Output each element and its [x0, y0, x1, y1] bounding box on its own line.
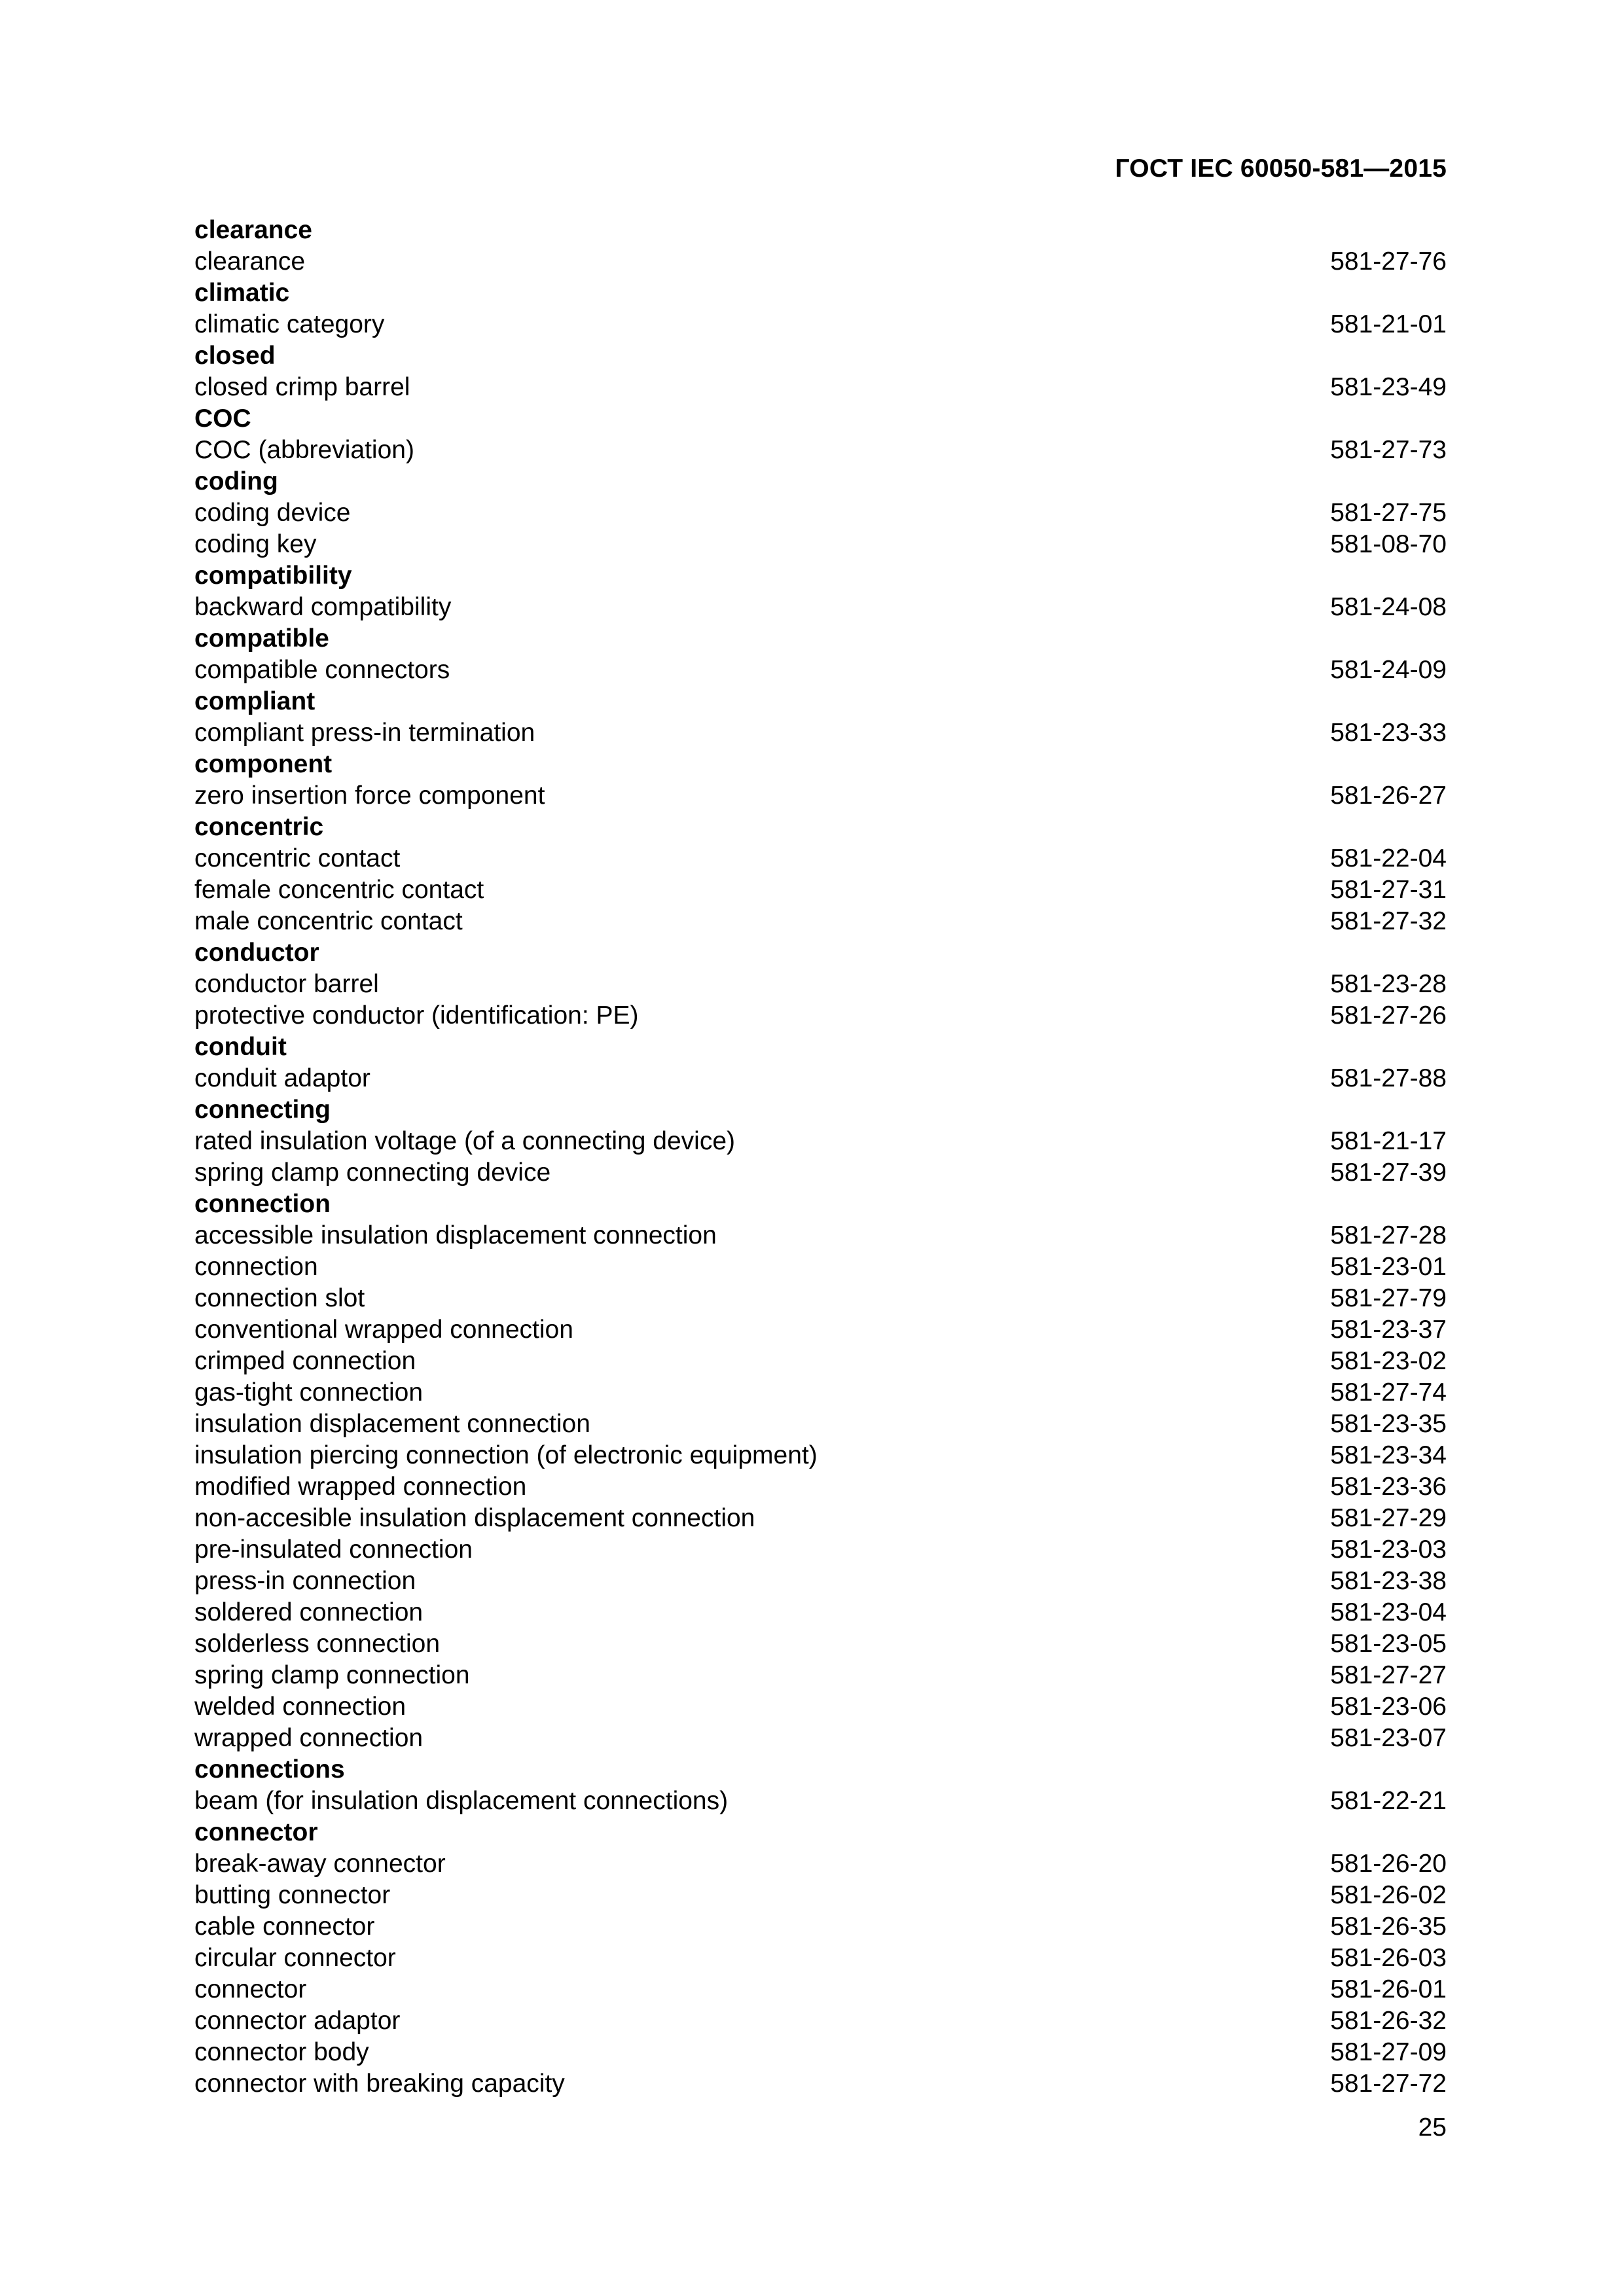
entry-code: 581-26-02: [1330, 1881, 1447, 1909]
index-entry: [194, 2037, 1447, 2068]
entry-code: 581-27-76: [1330, 247, 1447, 276]
index-heading: compliant: [194, 687, 316, 715]
entry-term: wrapped connection: [194, 1724, 424, 1752]
entry-term: connector with breaking capacity: [194, 2070, 565, 2098]
index-group: [194, 1031, 1447, 1094]
entry-code: 581-26-32: [1330, 2007, 1447, 2035]
index-entry: [194, 655, 1447, 686]
index-entry: [194, 874, 1447, 906]
entry-term: modified wrapped connection: [194, 1473, 527, 1501]
entry-term: welded connection: [194, 1693, 406, 1721]
index-entry: [194, 1785, 1447, 1817]
entry-code: 581-26-01: [1330, 1975, 1447, 2003]
entry-term: climatic category: [194, 310, 385, 338]
entry-term: beam (for insulation displacement connections): [194, 1787, 729, 1815]
entry-code: 581-23-38: [1330, 1567, 1447, 1595]
entry-term: conventional wrapped connection: [194, 1316, 573, 1344]
entry-code: 581-27-74: [1330, 1378, 1447, 1407]
entry-term: conduit adaptor: [194, 1064, 370, 1092]
index-heading: connecting: [194, 1096, 331, 1124]
entry-term: soldered connection: [194, 1598, 424, 1626]
index-entry: [194, 1628, 1447, 1660]
entry-term: connector: [194, 1975, 307, 2003]
entry-term: non-accesible insulation displacement connection: [194, 1504, 755, 1532]
index-entry: [194, 1880, 1447, 1911]
entry-term: butting connector: [194, 1881, 391, 1909]
entry-term: compliant press-in termination: [194, 719, 535, 747]
index-entry: [194, 969, 1447, 1000]
index-heading: compatibility: [194, 562, 352, 590]
index-entry: [194, 1566, 1447, 1597]
index-entry: [194, 1974, 1447, 2005]
entry-code: 581-27-26: [1330, 1001, 1447, 1030]
entry-code: 581-24-09: [1330, 656, 1447, 684]
index-heading: compatible: [194, 624, 329, 653]
entry-code: 581-08-70: [1330, 530, 1447, 558]
index-entry: [194, 246, 1447, 278]
index-entry: [194, 592, 1447, 623]
entry-code: 581-27-73: [1330, 436, 1447, 464]
entry-code: 581-27-31: [1330, 876, 1447, 904]
entry-code: 581-27-29: [1330, 1504, 1447, 1532]
index-entry: [194, 843, 1447, 874]
entry-term: compatible connectors: [194, 656, 450, 684]
index-heading: connections: [194, 1755, 345, 1784]
index-group: [194, 466, 1447, 560]
index-entry: [194, 906, 1447, 937]
index-group: [194, 812, 1447, 937]
entry-code: 581-23-36: [1330, 1473, 1447, 1501]
index-entry: [194, 1283, 1447, 1314]
entry-term: protective conductor (identification: PE): [194, 1001, 639, 1030]
index-entry: [194, 1660, 1447, 1691]
index-group: [194, 686, 1447, 749]
entry-code: 581-27-27: [1330, 1661, 1447, 1689]
index-entry: [194, 1471, 1447, 1503]
entry-term: spring clamp connection: [194, 1661, 470, 1689]
entry-code: 581-23-01: [1330, 1253, 1447, 1281]
index-entry: [194, 2005, 1447, 2037]
entry-code: 581-21-01: [1330, 310, 1447, 338]
entry-term: accessible insulation displacement connection: [194, 1221, 717, 1249]
index-entry: [194, 1157, 1447, 1189]
index-heading: climatic: [194, 279, 290, 307]
entry-code: 581-27-28: [1330, 1221, 1447, 1249]
entry-code: 581-26-35: [1330, 1912, 1447, 1941]
entry-term: break-away connector: [194, 1850, 446, 1878]
entry-code: 581-22-21: [1330, 1787, 1447, 1815]
entry-code: 581-27-75: [1330, 499, 1447, 527]
entry-code: 581-27-32: [1330, 907, 1447, 935]
index-group: [194, 623, 1447, 686]
entry-term: concentric contact: [194, 844, 401, 872]
entry-term: connection slot: [194, 1284, 365, 1312]
entry-code: 581-23-05: [1330, 1630, 1447, 1658]
entry-term: circular connector: [194, 1944, 396, 1972]
entry-term: coding device: [194, 499, 351, 527]
entry-code: 581-27-88: [1330, 1064, 1447, 1092]
index-heading: component: [194, 750, 333, 778]
index-heading: connection: [194, 1190, 331, 1218]
index-entry: [194, 1251, 1447, 1283]
index-group: [194, 937, 1447, 1031]
entry-term: clearance: [194, 247, 306, 276]
index-entry: [194, 1377, 1447, 1408]
index-group: [194, 1754, 1447, 1817]
index-entry: [194, 1911, 1447, 1943]
entry-code: 581-27-72: [1330, 2070, 1447, 2098]
entry-code: 581-26-20: [1330, 1850, 1447, 1878]
index-entry: [194, 497, 1447, 529]
index-entry: [194, 780, 1447, 812]
index-heading: COC: [194, 404, 251, 433]
index-entry: [194, 1534, 1447, 1566]
entry-term: male concentric contact: [194, 907, 463, 935]
index-group: [194, 1094, 1447, 1189]
entry-code: 581-23-37: [1330, 1316, 1447, 1344]
index-entry: [194, 1943, 1447, 1974]
index-entry: [194, 1346, 1447, 1377]
entry-term: coding key: [194, 530, 317, 558]
entry-term: spring clamp connecting device: [194, 1158, 551, 1187]
entry-code: 581-24-08: [1330, 593, 1447, 621]
index-group: [194, 560, 1447, 623]
entry-term: backward compatibility: [194, 593, 452, 621]
index-entry: [194, 1063, 1447, 1094]
entry-code: 581-27-39: [1330, 1158, 1447, 1187]
index-entry: [194, 2068, 1447, 2100]
index-heading: coding: [194, 467, 278, 495]
index-heading: concentric: [194, 813, 324, 841]
entry-term: press-in connection: [194, 1567, 416, 1595]
index-entry: [194, 1503, 1447, 1534]
page-number: 25: [1418, 2113, 1447, 2142]
index-group: [194, 278, 1447, 340]
entry-term: closed crimp barrel: [194, 373, 410, 401]
entry-term: conductor barrel: [194, 970, 379, 998]
entry-term: insulation displacement connection: [194, 1410, 590, 1438]
index-entry: [194, 1220, 1447, 1251]
entry-term: solderless connection: [194, 1630, 441, 1658]
index-entry: [194, 1408, 1447, 1440]
entry-code: 581-23-28: [1330, 970, 1447, 998]
index-group: [194, 1817, 1447, 2100]
entry-term: insulation piercing connection (of electronic equipment): [194, 1441, 818, 1469]
index-group: [194, 749, 1447, 812]
entry-term: female concentric contact: [194, 876, 484, 904]
entry-term: COC (abbreviation): [194, 436, 414, 464]
index-entry: [194, 1723, 1447, 1754]
entry-code: 581-23-34: [1330, 1441, 1447, 1469]
index-entry: [194, 372, 1447, 403]
entry-code: 581-26-27: [1330, 781, 1447, 810]
entry-term: connector adaptor: [194, 2007, 401, 2035]
index-heading: clearance: [194, 216, 312, 244]
index-heading: conductor: [194, 939, 319, 967]
entry-code: 581-23-33: [1330, 719, 1447, 747]
document-header: ГОСТ IEC 60050-581—2015: [1115, 154, 1447, 183]
entry-term: zero insertion force component: [194, 781, 545, 810]
entry-code: 581-27-09: [1330, 2038, 1447, 2066]
index-entry: [194, 1314, 1447, 1346]
index-entry: [194, 1000, 1447, 1031]
term-index: [194, 215, 1447, 2100]
index-group: [194, 215, 1447, 278]
entry-term: rated insulation voltage (of a connecting device): [194, 1127, 736, 1155]
entry-code: 581-23-04: [1330, 1598, 1447, 1626]
entry-code: 581-23-02: [1330, 1347, 1447, 1375]
index-entry: [194, 1691, 1447, 1723]
entry-term: connection: [194, 1253, 318, 1281]
index-entry: [194, 717, 1447, 749]
entry-code: 581-23-49: [1330, 373, 1447, 401]
entry-code: 581-23-35: [1330, 1410, 1447, 1438]
index-entry: [194, 1126, 1447, 1157]
index-heading: closed: [194, 342, 276, 370]
index-entry: [194, 309, 1447, 340]
entry-code: 581-26-03: [1330, 1944, 1447, 1972]
index-group: [194, 403, 1447, 466]
entry-term: gas-tight connection: [194, 1378, 424, 1407]
entry-code: 581-21-17: [1330, 1127, 1447, 1155]
index-entry: [194, 1440, 1447, 1471]
entry-code: 581-23-03: [1330, 1535, 1447, 1564]
index-heading: conduit: [194, 1033, 287, 1061]
entry-code: 581-27-79: [1330, 1284, 1447, 1312]
index-heading: connector: [194, 1818, 318, 1846]
index-entry: [194, 1597, 1447, 1628]
entry-term: pre-insulated connection: [194, 1535, 473, 1564]
entry-code: 581-22-04: [1330, 844, 1447, 872]
entry-term: cable connector: [194, 1912, 375, 1941]
entry-term: connector body: [194, 2038, 369, 2066]
index-entry: [194, 435, 1447, 466]
index-group: [194, 1189, 1447, 1754]
entry-term: crimped connection: [194, 1347, 416, 1375]
index-entry: [194, 529, 1447, 560]
index-entry: [194, 1848, 1447, 1880]
entry-code: 581-23-06: [1330, 1693, 1447, 1721]
entry-code: 581-23-07: [1330, 1724, 1447, 1752]
index-group: [194, 340, 1447, 403]
